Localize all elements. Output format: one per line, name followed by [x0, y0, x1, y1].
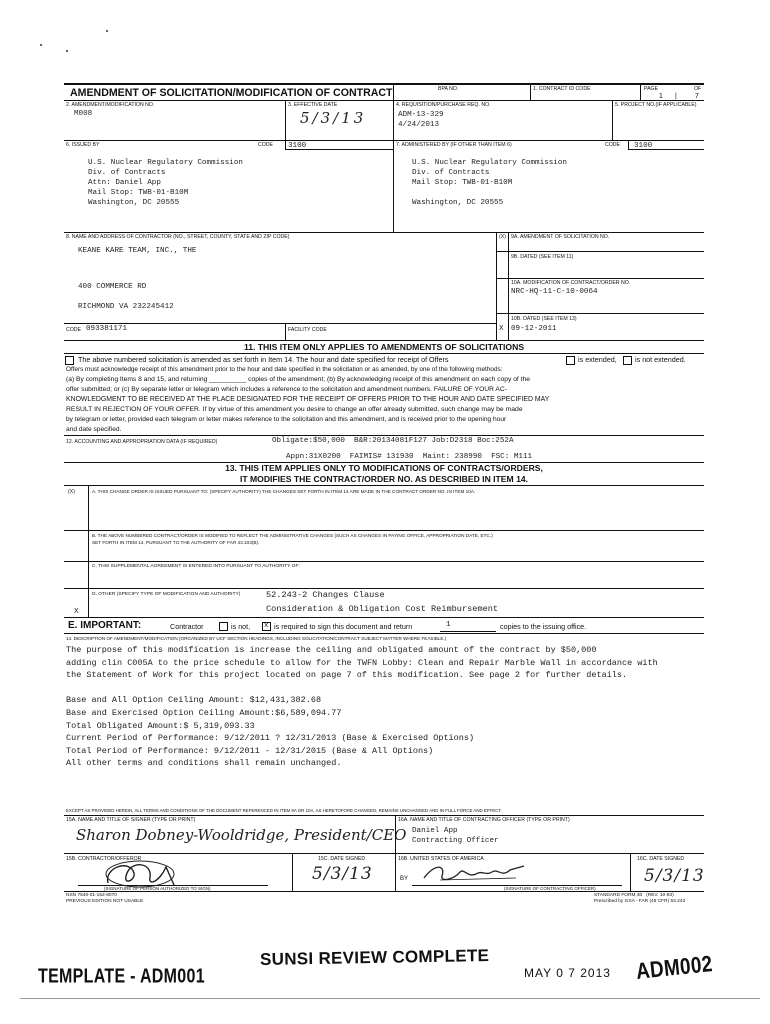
issued-by-code: 3100 — [288, 142, 307, 150]
contract-dated: 09-12-2011 — [511, 325, 557, 333]
box15b-label: 15B. CONTRACTOR/OFFEROR — [66, 856, 142, 862]
box9a-label: 9A. AMENDMENT OF SOLICITATION NO. — [511, 234, 610, 240]
item13-b2: SET FORTH IN ITEM 14, PURSUANT TO THE AUTHORITY OF FAR 43.103(B). — [92, 540, 260, 545]
modification-description: The purpose of this modification is increase the ceiling and obligated amount of the contract by $50,000 adding clin C005A to the price schedule to allow for the TWFN Lobby: Clean and Repair Marble Wall in accordance with the Statement of Work for this project located on page 7 of this modification. See page 2 for further details. Base and All Option Ceiling Amount: $12,431,382.68 Base and Exercised Option Ceiling Amount:$6,589,094.77 Total Obligated Amount:$ 5,319,093.33 Current Period of Performance: 9/12/2011 ? 12/31/2013 (Base & Exercised Options) Total Period of Performance: 9/12/2011 - 12/31/2015 (Base & All Options) All other terms and conditions shall remain unchanged. — [66, 645, 658, 769]
box6-label: 6. ISSUED BY — [66, 142, 100, 148]
extended-checkbox[interactable] — [566, 356, 575, 365]
accounting-line1: Obligate:$50,000 B&R:20134081F127 Job:D2318 Boc:252A — [272, 437, 514, 445]
item13-d: D. OTHER (SPECIFY TYPE OF MODIFICATION AND AUTHORITY) — [92, 592, 241, 597]
box10a-label: 10A. MODIFICATION OF CONTRACT/ORDER NO. — [511, 280, 631, 286]
accounting-line2: Appn:31X0200 FAIMIS# 131930 Maint: 238990 FSC: M111 — [286, 453, 533, 461]
box2-label: 2. AMENDMENT/MODIFICATION NO. — [66, 102, 155, 108]
box16c-label: 16C. DATE SIGNED — [637, 856, 685, 862]
item13-b: B. THE ABOVE NUMBERED CONTRACT/ORDER IS MODIFIED TO REFLECT THE ADMINISTRATIVE CHANGES (SUCH AS CHANGES IN PAYING OFFICE, APPROPRIATION DATE, ETC.) — [92, 533, 493, 538]
is-not-checkbox[interactable] — [219, 622, 228, 631]
administered-by-code: 3100 — [634, 142, 653, 150]
item11-title: 11. THIS ITEM ONLY APPLIES TO AMENDMENTS OF SOLICITATIONS — [243, 342, 525, 352]
standard-form-note: STANDARD FORM 30 (REV. 10-83) Prescribed by GSA - FAR (48 CFR) 53.243 — [594, 893, 686, 904]
item11-line5: KNOWLEDGMENT TO BE RECEIVED AT THE PLACE DESIGNATED FOR THE RECEIPT OF OFFERS PRIOR TO THE HOUR AND DATE SPECIFIED MAY — [66, 396, 550, 403]
scan-speck — [106, 30, 108, 32]
is-not-extended: is not extended. — [635, 355, 686, 364]
box7-label: 7. ADMINISTERED BY (IF OTHER THAN ITEM 6) — [396, 142, 512, 148]
contractor-code-label: CODE — [66, 327, 81, 333]
item11-line8: and date specified. — [66, 426, 122, 433]
box5-label: 5. PROJECT NO.(IF APPLICABLE) — [615, 102, 697, 108]
contractor-city: RICHMOND VA 232245412 — [78, 303, 174, 311]
item13-title1: 13. THIS ITEM APPLIES ONLY TO MODIFICATIONS OF CONTRACTS/ORDERS, — [225, 463, 543, 473]
scan-speck — [40, 44, 42, 46]
copies-number: 1 — [446, 621, 451, 629]
box15b-sub: (SIGNATURE OF PERSON AUTHORIZED TO SIGN) — [104, 886, 211, 891]
item11-line3: (a) By completing Items 8 and 15, and returning __________ copies of the amendment; (b) By acknowledging receipt of this amendment on each copy of the — [66, 376, 530, 383]
of-label: OF — [694, 86, 702, 92]
contractor-street: 400 COMMERCE RD — [78, 283, 147, 291]
box12-label: 12. ACCOUNTING AND APPROPRIATION DATA (IF REQUIRED) — [66, 439, 218, 445]
box15a-label: 15A. NAME AND TITLE OF SIGNER (TYPE OR PRINT) — [66, 817, 196, 823]
form-title: AMENDMENT OF SOLICITATION/MODIFICATION OF CONTRACT — [70, 87, 393, 99]
requisition-number: ADM-13-329 4/24/2013 — [398, 111, 444, 129]
scan-speck — [66, 50, 68, 52]
co-date-signed: 5/3/13 — [644, 866, 705, 886]
box7-code-label: CODE — [605, 142, 620, 148]
nsn-note: NSN 7540-01-152-8070 PREVIOUS EDITION NOT USABLE — [66, 893, 144, 904]
box4-label: 4. REQUISITION/PURCHASE REQ. NO. — [396, 102, 491, 108]
template-stamp: TEMPLATE - ADM001 — [38, 966, 205, 988]
by-label: BY — [400, 876, 409, 882]
item11-checkbox[interactable] — [65, 356, 74, 365]
box15c-label: 15C. DATE SIGNED — [318, 856, 366, 862]
item13-title2: IT MODIFIES THE CONTRACT/ORDER NO. AS DESCRIBED IN ITEM 14. — [239, 474, 529, 484]
box10-check: X — [499, 325, 504, 333]
contractor-code: 093381171 — [86, 325, 128, 333]
item11-line4: offer submitted; or (c) By separate letter or telegram which includes a reference to the solicitation and amendment numbers. FAILURE OF YOUR AC- — [66, 386, 507, 393]
page-number: 1 — [659, 93, 663, 100]
box14-label: 14. DESCRIPTION OF AMENDMENT/MODIFICATION (ORGANIZED BY UCF SECTION HEADINGS, INCLUDING SOLICITATION/CONTRACT SUBJECT MATTER WHERE FEASIBLE.) — [66, 636, 447, 641]
box16b-label: 16B. UNITED STATES OF AMERICA — [398, 856, 484, 862]
box16a-label: 16A. NAME AND TITLE OF CONTRACTING OFFICER (TYPE OR PRINT) — [398, 817, 570, 823]
important-is-not: is not, — [231, 622, 251, 631]
administered-by-address: U.S. Nuclear Regulatory Commission Div. of Contracts Mail Stop: TWB-01-B10M Washington, DC 20555 — [412, 159, 567, 207]
item13-a: A. THIS CHANGE ORDER IS ISSUED PURSUANT TO: (SPECIFY AUTHORITY) THE CHANGES SET FORTH IN ITEM 14 ARE MADE IN THE CONTRACT ORDER NO. IN ITEM 10A. — [92, 489, 476, 494]
facility-code-label: FACILITY CODE — [288, 327, 327, 333]
box3-label: 3. EFFECTIVE DATE — [288, 102, 338, 108]
item11-line6: RESULT IN REJECTION OF YOUR OFFER. If by virtue of this amendment you desire to change an offer already submitted, such change may be made — [66, 406, 523, 413]
important-contractor: Contractor — [170, 622, 204, 631]
contract-order-number: NRC-HQ-11-C-10-0064 — [511, 288, 598, 296]
item11-line7: by telegram or letter, provided each telegram or letter makes reference to the solicitation and this amendment, and is received prior to the opening hour — [66, 416, 507, 423]
item11-line1: The above numbered solicitation is amended as set forth in Item 14. The hour and date specified for receipt of Offers — [78, 355, 449, 364]
important-copies: copies to the issuing office. — [500, 622, 587, 631]
contracting-officer-signature — [420, 860, 530, 886]
modification-number: M008 — [74, 110, 93, 118]
except-clause: EXCEPT AS PROVIDED HEREIN, ALL TERMS AND CONDITIONS OF THE DOCUMENT REFERENCED IN ITEM 9A OR 10A, AS HERETOFORE CHANGED, REMAINS UNCHANGED AND IN FULL FORCE AND EFFECT. — [66, 808, 502, 813]
signer-name: Sharon Dobney-Wooldridge, President/CEO — [76, 826, 407, 844]
sunsi-stamp: SUNSI REVIEW COMPLETE — [259, 946, 490, 969]
contractor-name: KEANE KARE TEAM, INC., THE — [78, 247, 197, 255]
box16b-sub: (SIGNATURE OF CONTRACTING OFFICER) — [504, 886, 596, 891]
box8-label: 8. NAME AND ADDRESS OF CONTRACTOR (NO., STREET, COUNTY, STATE AND ZIP CODE) — [66, 234, 290, 240]
item11-line2: Offers must acknowledge receipt of this amendment prior to the hour and date specified in the solicitation or as amended, by one of the following methods: — [66, 366, 503, 373]
item13-d-check: X — [74, 608, 79, 616]
bpa-label: BPA NO. — [438, 86, 459, 92]
not-extended-checkbox[interactable] — [623, 356, 632, 365]
page-total: 7 — [695, 93, 699, 100]
contract-id-label: 1. CONTRACT ID CODE — [533, 86, 591, 92]
contracting-officer-name: Daniel App Contracting Officer — [412, 827, 499, 845]
box6-code-label: CODE — [258, 142, 273, 148]
other-authority-1: 52.243-2 Changes Clause — [266, 590, 385, 600]
other-authority-2: Consideration & Obligation Cost Reimbursement — [266, 604, 499, 614]
is-required-check: x — [264, 622, 269, 630]
adm-stamp: ADM002 — [634, 951, 714, 985]
is-extended: is extended, — [578, 355, 617, 364]
contractor-date-signed: 5/3/13 — [312, 864, 373, 884]
item13-x-label: (X) — [68, 489, 75, 495]
box9b-label: 9B. DATED (SEE ITEM 11) — [511, 254, 574, 260]
page-label: PAGE — [644, 86, 659, 92]
issued-by-address: U.S. Nuclear Regulatory Commission Div. of Contracts Attn: Daniel App Mail Stop: TWB-01-B10M Washington, DC 20555 — [88, 159, 243, 207]
important-is-required: is required to sign this document and return — [274, 622, 413, 631]
box10b-label: 10B. DATED (SEE ITEM 13) — [511, 316, 577, 322]
important-label: E. IMPORTANT: — [68, 620, 142, 631]
date-stamp: MAY 0 7 2013 — [524, 966, 611, 980]
effective-date: 5/3/13 — [300, 109, 367, 127]
item13-c: C. THIS SUPPLEMENTAL AGREEMENT IS ENTERED INTO PURSUANT TO AUTHORITY OF: — [92, 564, 300, 569]
